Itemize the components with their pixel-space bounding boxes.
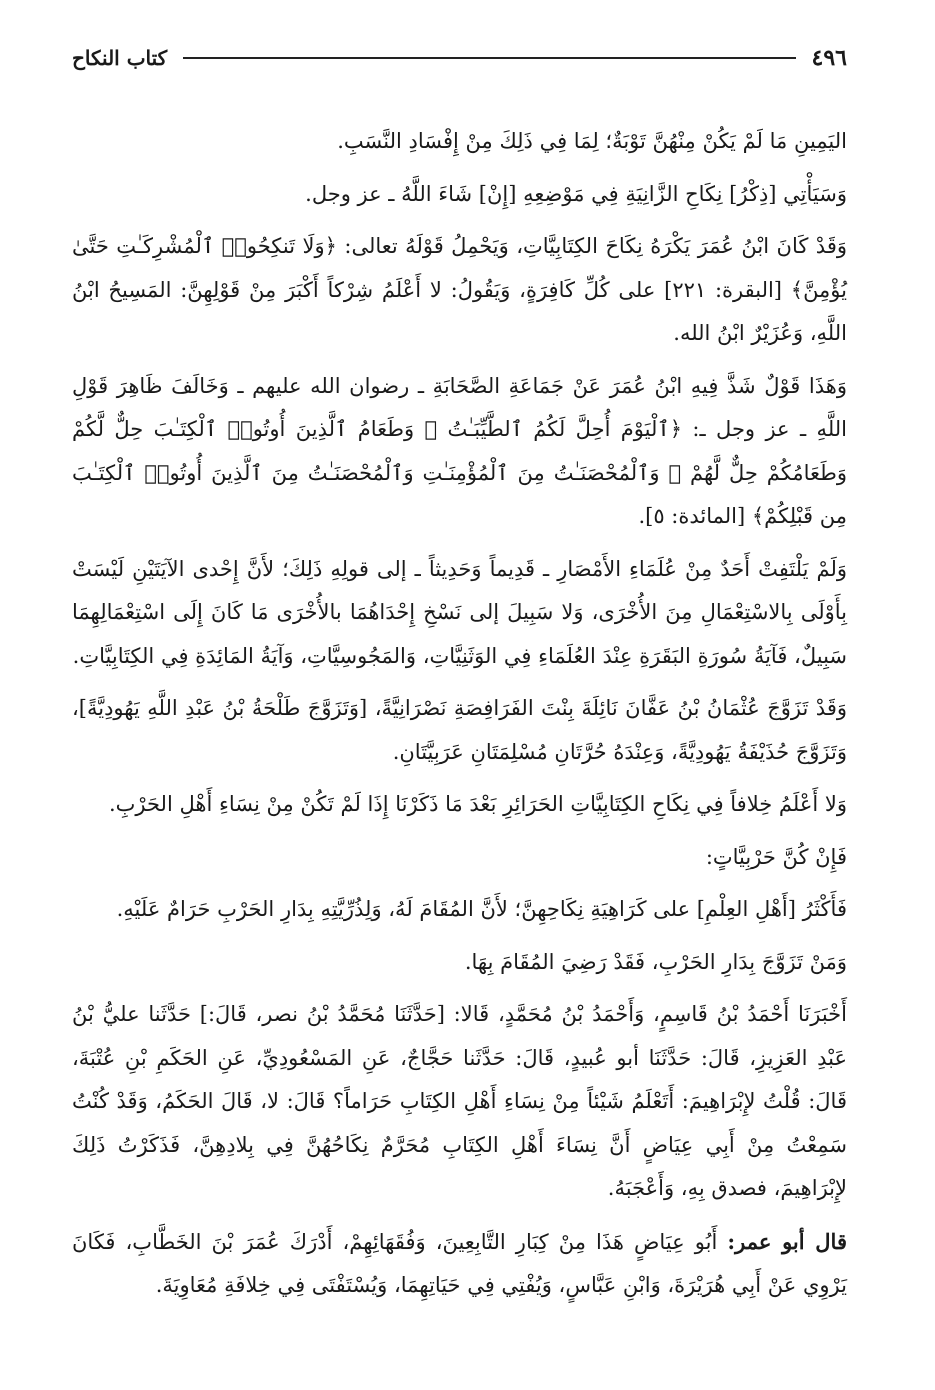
body-text xyxy=(72,120,847,1308)
paragraph: وَمَنْ تَزَوَّجَ بِدَارِ الحَرْبِ، فَقَدْ رَضِيَ المُقَامَ بِهَا. xyxy=(464,949,847,974)
paragraph: وَقَدْ تَزَوَّجَ عُثْمَانُ بْنُ عَفَّانَ نَائِلَةَ بِنْتَ الفَرَافِصَةِ نَصْرَانِيَّةً، [وَتَزَوَّجَ طَلْحَةُ بْنُ عَبْدِ اللَّهِ يَهُودِيَّةً]، وَتَزَوَّجَ حُذَيْفَةُ يَهُودِيَّةً، وَعِنْدَهُ حُرَّتَانِ مُسْلِمَتَانِ عَرَبِيَّتَانِ. xyxy=(72,696,847,764)
paragraph: وَلَمْ يَلْتَفِتْ أَحَدٌ مِنْ عُلَمَاءِ الأَمْصَارِ ـ قَدِيماً وَحَدِيثاً ـ إلى قولِهِ ذَلِكَ؛ لأَنَّ إِحْدى الآيَتَيْنِ لَيْسَتْ بِأَوْلَى بِالاسْتِعْمَالِ مِنَ الأُخْرَى، وَلا سَبِيلَ إلى نَسْخِ إِحْدَاهُمَا بالأُخْرَى مَا كَانَ إِلَى اسْتِعْمَالِهِمَا سَبِيلٌ، فَآيَةُ سُورَةِ البَقَرَةِ عِنْدَ العُلَمَاءِ فِي الوَثَنِيَّاتِ، وَالمَجُوسِيَّاتِ، وَآيَةُ المَائِدَةِ فِي الكِتَابِيَّاتِ. xyxy=(72,556,847,668)
paragraph-text: أَبُو عِيَاضٍ هَذَا مِنْ كِبَارِ التَّابِعِينَ، وَفُقَهَائِهِمْ، أَدْرَكَ عُمَرَ بْنَ الخَطَّابِ، فَكَانَ يَرْوِي عَنْ أَبِي هُرَيْرَةَ، وَابْنِ عَبَّاسٍ، وَيُفْتِي فِي حَيَاتِهِمَا، وَيُسْتَفْتَى فِي خِلافَةِ مُعَاوِيَةَ. xyxy=(72,1229,847,1297)
paragraph: وَسَيَأْتِي [ذِكْرُ] نِكَاحِ الزَّانِيَةِ فِي مَوْضِعِهِ [إِنْ] شَاءَ اللَّهُ ـ عز وجل. xyxy=(305,181,847,206)
paragraph: اليَمِينِ مَا لَمْ يَكُنْ مِنْهُنَّ تَوْبَةٌ؛ لِمَا فِي ذَلِكَ مِنْ إِفْسَادِ النَّسَبِ. xyxy=(337,129,847,153)
paragraph: وَقَدْ كَانَ ابْنُ عُمَرَ يَكْرَهُ نِكَاحَ الكِتَابِيَّاتِ، وَيَحْمِلُ قَوْلَهُ تعالى: ﴿وَلَا تَنكِحُوا۟ ٱلْمُشْرِكَـٰتِ حَتَّىٰ يُؤْمِنَّ﴾ [البقرة: ٢٢١] على كُلِّ كَافِرَةٍ، وَيَقُولُ: لا أَعْلَمُ شِرْكاً أَكْبَرَ مِنْ قَوْلِهِنَّ: المَسِيحُ ابْنُ اللَّهِ، وَعُزَيْرٌ ابْنُ الله. xyxy=(72,234,847,345)
paragraph: وَهَذَا قَوْلٌ شَذَّ فِيهِ ابْنُ عُمَرَ عَنْ جَمَاعَةِ الصَّحَابَةِ ـ رضوان الله عليهم ـ وَخَالَفَ ظَاهِرَ قَوْلِ اللَّهِ ـ عز وجل ـ: ﴿ٱلْيَوْمَ أُحِلَّ لَكُمُ ٱلطَّيِّبَـٰتُ ۖ وَطَعَامُ ٱلَّذِينَ أُوتُوا۟ ٱلْكِتَـٰبَ حِلٌّ لَّكُمْ وَطَعَامُكُمْ حِلٌّ لَّهُمْ ۖ وَٱلْمُحْصَنَـٰتُ مِنَ ٱلْمُؤْمِنَـٰتِ وَٱلْمُحْصَنَـٰتُ مِنَ ٱلَّذِينَ أُوتُوا۟ ٱلْكِتَـٰبَ مِن قَبْلِكُمْ﴾ [المائدة: ٥]. xyxy=(72,373,847,528)
paragraph: فَأَكْثَرُ [أَهْلِ العِلْمِ] على كَرَاهِيَةِ نِكَاحِهِنَّ؛ لأَنَّ المُقَامَ لَهُ، وَلِذُرِّيَّتِهِ بِدَارِ الحَرْبِ حَرَامٌ عَلَيْهِ. xyxy=(116,897,847,921)
book-title: كتاب النكاح xyxy=(72,46,168,70)
paragraph: فَإِنْ كُنَّ حَرْبِيَّاتٍ: xyxy=(705,844,847,869)
paragraph: وَلا أَعْلَمُ خِلافاً فِي نِكَاحِ الكِتَابِيَّاتِ الحَرَائِرِ بَعْدَ مَا ذَكَرْنَا إِذَا لَمْ تَكُنْ مِنْ نِسَاءِ أَهْلِ الحَرْبِ. xyxy=(108,792,847,816)
header-rule xyxy=(183,57,795,59)
page-number: ٤٩٦ xyxy=(811,45,847,71)
speaker-label: قال أبو عمر: xyxy=(727,1228,847,1254)
paragraph: أَخْبَرَنَا أَحْمَدُ بْنُ قَاسِمٍ، وَأَحْمَدُ بْنُ مُحَمَّدٍ، قَالا: [حَدَّثَنَا مُحَمَّدُ بْنُ نصر، قَالَ:] حَدَّثَنا عليُّ بْنُ عَبْدِ العَزِيزِ، قَالَ: حَدَّثَنَا أبو عُبيدٍ، قَالَ: حَدَّثَنا حَجَّاجٌ، عَنِ المَسْعُودِيِّ، عَنِ الحَكَمِ بْنِ عُتْبَةَ، قَالَ: قُلْتُ لإِبْرَاهِيمَ: أَتَعْلَمُ شَيْئاً مِنْ نِسَاءِ أَهْلِ الكِتَابِ حَرَاماً؟ قَالَ: لا، قَالَ الحَكَمُ، وَقَدْ كُنْتُ سَمِعْتُ مِنْ أَبِي عِيَاضٍ أَنَّ نِسَاءَ أَهْلِ الكِتَابِ مُحَرَّمٌ نِكَاحُهُنَّ فِي بِلادِهِنَّ، فَذَكَرْتُ ذَلِكَ لإِبْرَاهِيمَ، فصدق بِهِ، وَأَعْجَبَهُ. xyxy=(72,1002,847,1200)
page-header xyxy=(72,38,847,78)
paragraph xyxy=(72,1220,847,1308)
